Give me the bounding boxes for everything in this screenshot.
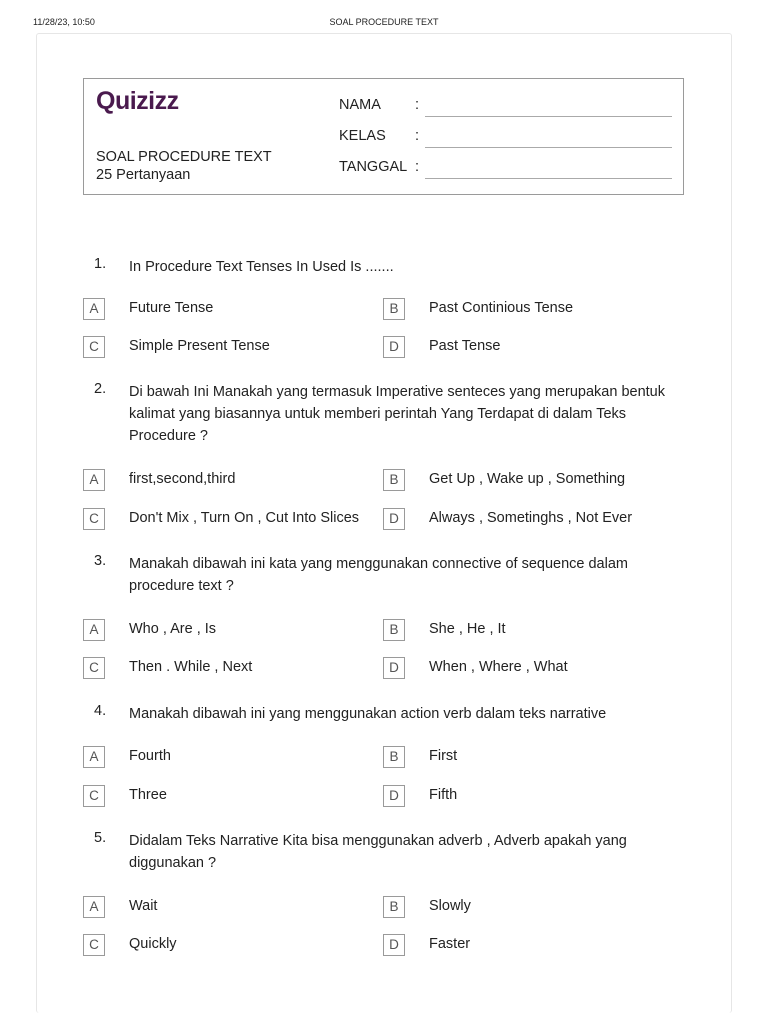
nama-field: [339, 97, 674, 117]
tanggal-label: TANGGAL: [339, 159, 408, 175]
question-number: 3.: [94, 553, 107, 569]
option-text: Fourth: [129, 748, 171, 764]
option-letter-box: D: [383, 934, 405, 956]
question-text: Manakah dibawah ini kata yang menggunakan connective of sequence dalam procedure text ?: [129, 556, 628, 594]
kelas-colon: :: [415, 128, 420, 144]
option-text: Simple Present Tense: [129, 338, 270, 354]
option-text: Don't Mix , Turn On , Cut Into Slices: [129, 510, 360, 526]
option-letter-box: C: [83, 934, 105, 956]
option-text: Future Tense: [129, 300, 214, 316]
question-text: In Procedure Text Tenses In Used Is .......: [129, 259, 394, 275]
option-letter-box: C: [83, 657, 105, 679]
option-text: Fifth: [429, 787, 458, 803]
option-letter-box: C: [83, 336, 105, 358]
question-text: Manakah dibawah ini yang menggunakan action verb dalam teks narrative: [129, 706, 607, 722]
option-letter-box: C: [83, 785, 105, 807]
option-text: Three: [129, 787, 167, 803]
option-letter-box: C: [83, 508, 105, 530]
option-letter-box: A: [83, 896, 105, 918]
option-text: Faster: [429, 936, 471, 952]
option-text: When , Where , What: [429, 659, 568, 675]
kelas-line: [425, 147, 672, 148]
option-letter-box: D: [383, 508, 405, 530]
quiz-title: SOAL PROCEDURE TEXT: [96, 149, 272, 165]
print-title: SOAL PROCEDURE TEXT: [329, 17, 439, 27]
question-text: Di bawah Ini Manakah yang termasuk Imperative senteces yang merupakan bentuk kalimat yang biasannya untuk memberi perintah Yang Terdapat di dalam Teks Procedure ?: [129, 384, 665, 444]
option-letter-box: B: [383, 746, 405, 768]
option-text: She , He , It: [429, 621, 506, 637]
option-letter-box: A: [83, 746, 105, 768]
option-letter-box: D: [383, 336, 405, 358]
option-text: Past Tense: [429, 338, 501, 354]
question-number: 5.: [94, 830, 107, 846]
question-number: 4.: [94, 703, 107, 719]
option-letter-box: B: [383, 619, 405, 641]
option-text: Get Up , Wake up , Something: [429, 471, 626, 487]
nama-line: [425, 116, 672, 117]
print-datetime: 11/28/23, 10:50: [33, 17, 95, 27]
tanggal-colon: :: [415, 159, 420, 175]
option-text: Always , Sometinghs , Not Ever: [429, 510, 633, 526]
option-letter-box: B: [383, 298, 405, 320]
option-letter-box: D: [383, 657, 405, 679]
option-letter-box: A: [83, 619, 105, 641]
kelas-field: [339, 128, 674, 148]
option-text: Who , Are , Is: [129, 621, 217, 637]
option-text: Quickly: [129, 936, 177, 952]
option-letter-box: A: [83, 469, 105, 491]
option-text: Wait: [129, 898, 158, 914]
option-text: first,second,third: [129, 471, 236, 487]
option-letter-box: B: [383, 469, 405, 491]
question-number: 2.: [94, 381, 107, 397]
tanggal-field: [339, 159, 674, 179]
quizizz-logo: Quizizz: [96, 87, 179, 115]
question-count: 25 Pertanyaan: [96, 167, 191, 183]
option-letter-box: D: [383, 785, 405, 807]
option-text: Past Continious Tense: [429, 300, 574, 316]
option-letter-box: B: [383, 896, 405, 918]
option-text: Slowly: [429, 898, 471, 914]
print-header: [0, 0, 768, 30]
nama-label: NAMA: [339, 97, 381, 113]
nama-colon: :: [415, 97, 420, 113]
option-text: First: [429, 748, 458, 764]
option-text: Then . While , Next: [129, 659, 253, 675]
option-letter-box: A: [83, 298, 105, 320]
kelas-label: KELAS: [339, 128, 386, 144]
tanggal-line: [425, 178, 672, 179]
question-text: Didalam Teks Narrative Kita bisa menggunakan adverb , Adverb apakah yang diggunakan ?: [129, 833, 627, 871]
question-number: 1.: [94, 256, 107, 272]
worksheet-header: [83, 78, 684, 195]
